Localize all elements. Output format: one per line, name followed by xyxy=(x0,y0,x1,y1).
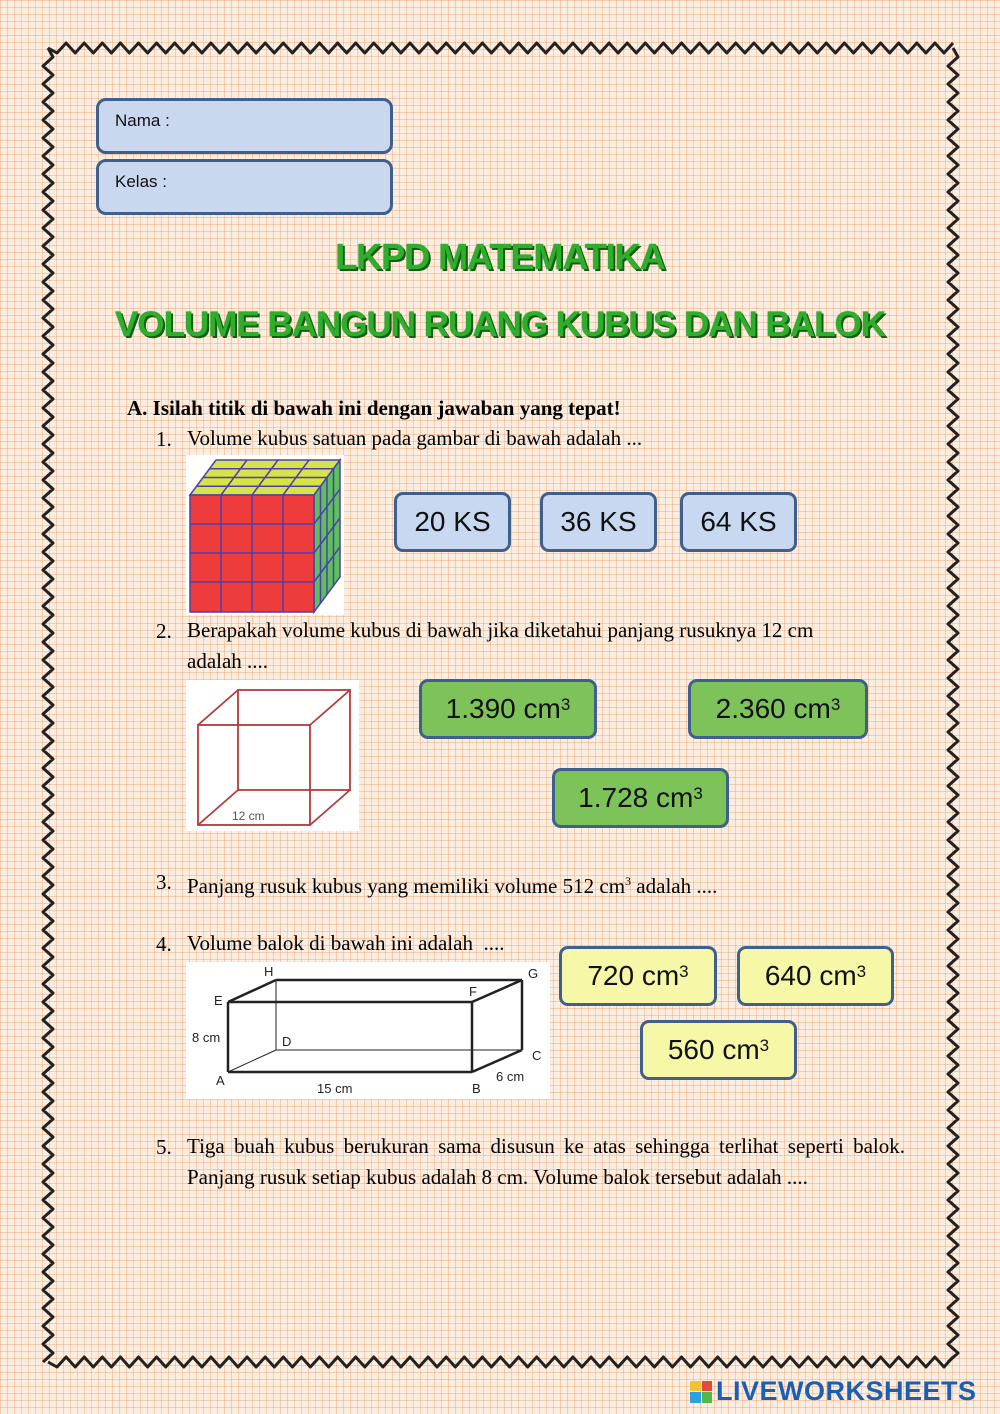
q1-option-label: 64 KS xyxy=(700,506,777,537)
q4-option-exponent: 3 xyxy=(759,1036,770,1055)
q1-option-64ks[interactable] xyxy=(680,492,797,552)
q4-option-value: 560 cm xyxy=(667,1034,760,1065)
q2-option-value: 2.360 cm xyxy=(715,693,831,724)
q4-option-720[interactable] xyxy=(559,946,717,1006)
vertex-label-a: A xyxy=(216,1073,225,1088)
cuboid-figure xyxy=(186,962,550,1099)
cube-edge-label: 12 cm xyxy=(232,809,265,823)
q2-option-1728[interactable] xyxy=(552,768,729,828)
q2-option-value: 1.390 cm xyxy=(445,693,561,724)
vertex-label-f: F xyxy=(469,984,477,999)
q4-option-exponent: 3 xyxy=(679,962,689,981)
q2-option-exponent: 3 xyxy=(830,695,841,714)
liveworksheets-logo xyxy=(690,1376,977,1407)
q4-option-value: 720 cm xyxy=(587,960,680,991)
width-label: 6 cm xyxy=(496,1069,525,1084)
q1-option-label: 20 KS xyxy=(414,506,491,537)
q2-option-exponent: 3 xyxy=(693,784,703,803)
q4-option-640[interactable] xyxy=(737,946,894,1006)
question-2-text-line2: adalah .... xyxy=(187,649,269,673)
q4-option-exponent: 3 xyxy=(856,962,867,981)
cube-wireframe-figure xyxy=(186,680,359,831)
question-3-exponent: 3 xyxy=(625,874,632,888)
q2-option-2360[interactable] xyxy=(688,679,868,739)
section-instruction: A. Isilah titik di bawah ini dengan jawaban yang tepat! xyxy=(127,396,621,420)
question-1-text: Volume kubus satuan pada gambar di bawah adalah ... xyxy=(187,426,643,450)
q4-option-560[interactable] xyxy=(640,1020,797,1080)
class-label: Kelas : xyxy=(115,172,167,191)
length-label: 15 cm xyxy=(317,1081,353,1096)
q2-option-1390[interactable] xyxy=(419,679,597,739)
q1-option-label: 36 KS xyxy=(560,506,637,537)
question-5-text: Tiga buah kubus berukuran sama disusun ke atas sehingga terlihat seperti balok. Panjang rusuk setiap kubus adalah 8 cm. Volume balok tersebut adalah .... xyxy=(187,1134,905,1189)
question-1-number: 1. xyxy=(156,427,172,451)
q2-option-exponent: 3 xyxy=(560,695,571,714)
frame-zigzag-edge xyxy=(48,1357,953,1367)
q4-option-value: 640 cm xyxy=(764,960,857,991)
vertex-label-c: C xyxy=(532,1048,542,1063)
vertex-label-b: B xyxy=(472,1081,481,1096)
vertex-label-d: D xyxy=(282,1034,292,1049)
q1-option-36ks[interactable] xyxy=(540,492,657,552)
q2-option-value: 1.728 cm xyxy=(578,782,694,813)
question-2-text-line1: Berapakah volume kubus di bawah jika diketahui panjang rusuknya 12 cm xyxy=(187,618,814,642)
vertex-label-e: E xyxy=(214,993,223,1008)
name-field[interactable] xyxy=(96,98,393,154)
vertex-label-h: H xyxy=(264,964,274,979)
question-3-text xyxy=(187,866,717,902)
name-label: Nama : xyxy=(115,111,170,130)
liveworksheets-mark-icon xyxy=(690,1381,712,1403)
question-3-number: 3. xyxy=(156,870,172,894)
q1-option-20ks[interactable] xyxy=(394,492,511,552)
class-field[interactable] xyxy=(96,159,393,215)
vertex-label-g: G xyxy=(528,966,539,981)
question-2-number: 2. xyxy=(156,619,172,643)
question-5-number: 5. xyxy=(156,1135,172,1159)
height-label: 8 cm xyxy=(192,1030,221,1045)
worksheet-subtitle: VOLUME BANGUN RUANG KUBUS DAN BALOK xyxy=(115,305,885,344)
worksheet-title: LKPD MATEMATIKA xyxy=(335,236,665,277)
question-4-number: 4. xyxy=(156,932,172,956)
footer-brand-text: LIVEWORKSHEETS xyxy=(716,1376,977,1406)
frame-zigzag-edge xyxy=(48,43,953,53)
question-3-text-after: adalah .... xyxy=(631,874,718,898)
question-4-text: Volume balok di bawah ini adalah .... xyxy=(187,931,505,955)
question-3-text-before: Panjang rusuk kubus yang memiliki volume 512 cm xyxy=(187,874,626,898)
unit-cube-figure xyxy=(186,455,344,615)
